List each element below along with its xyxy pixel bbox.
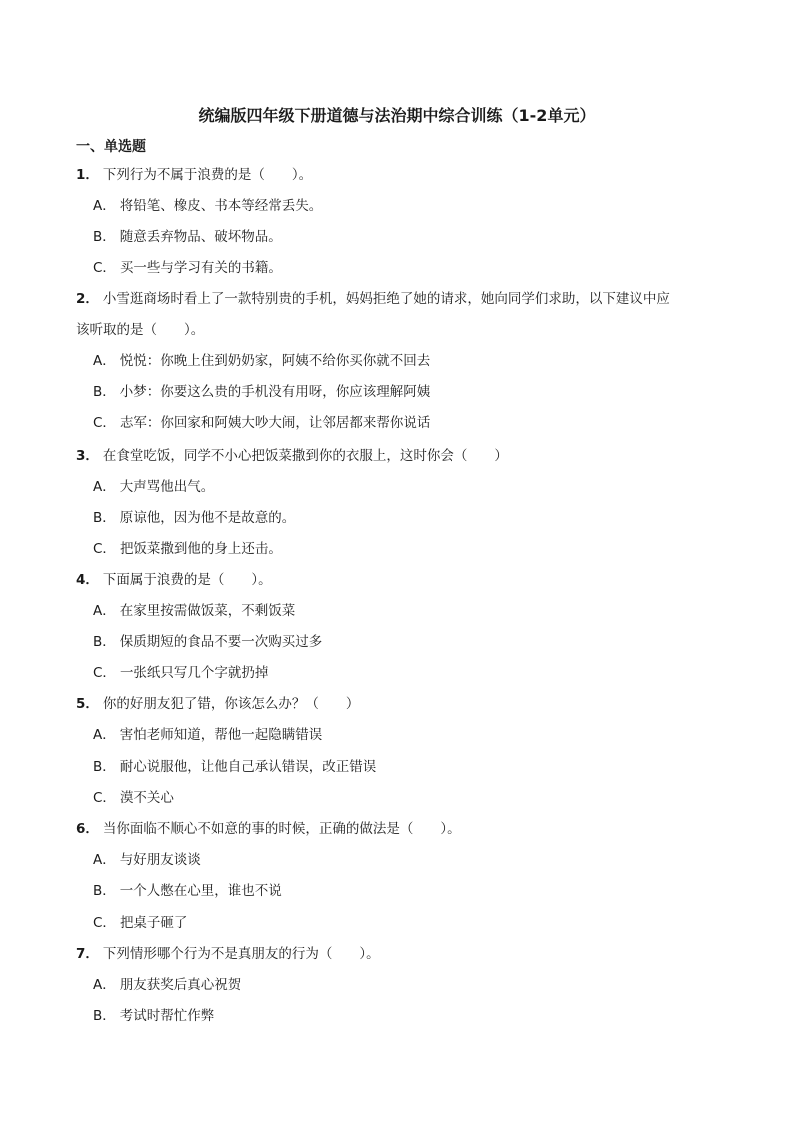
option-text: 考试时帮忙作弊 (119, 1008, 215, 1024)
option-5c (93, 788, 174, 808)
option-letter: B． (93, 759, 116, 775)
option-text: 耐心说服他，让他自己承认错误，改正错误 (119, 759, 377, 775)
option-text: 把桌子砸了 (119, 915, 188, 931)
question-number: 3． (76, 448, 99, 464)
option-6b (93, 881, 282, 901)
question-number: 4． (76, 572, 99, 588)
option-2b (93, 382, 430, 402)
question-1 (76, 165, 312, 185)
option-letter: B． (93, 510, 116, 526)
question-4 (76, 570, 272, 590)
option-letter: B． (93, 634, 116, 650)
option-1b (93, 227, 282, 247)
option-3c (93, 539, 282, 559)
option-3b (93, 508, 295, 528)
question-2-continued: 该听取的是（ ）。 (76, 322, 205, 338)
option-text: 大声骂他出气。 (119, 479, 215, 495)
question-text: 当你面临不顺心不如意的事的时候，正确的做法是（ ）。 (102, 821, 461, 837)
option-letter: A． (93, 479, 116, 495)
option-letter: A． (93, 852, 116, 868)
option-2c (93, 413, 430, 433)
option-5a (93, 725, 322, 745)
option-7b (93, 1006, 214, 1026)
option-letter: A． (93, 603, 116, 619)
question-7 (76, 944, 380, 964)
option-6a (93, 850, 201, 870)
option-letter: A． (93, 727, 116, 743)
option-text: 漠不关心 (119, 790, 174, 806)
document-title: 统编版四年级下册道德与法治期中综合训练（1-2单元） (198, 106, 596, 125)
option-letter: B． (93, 1008, 116, 1024)
option-letter: A． (93, 353, 116, 369)
option-text: 一张纸只写几个字就扔掉 (119, 665, 269, 681)
option-text: 将铅笔、橡皮、书本等经常丢失。 (119, 198, 323, 214)
option-text: 朋友获奖后真心祝贺 (119, 977, 242, 993)
option-letter: B． (93, 384, 116, 400)
option-text: 保质期短的食品不要一次购买过多 (119, 634, 323, 650)
option-letter: B． (93, 229, 116, 245)
option-text: 在家里按需做饭菜，不剩饭菜 (119, 603, 296, 619)
option-1a (93, 196, 322, 216)
question-number: 5． (76, 696, 99, 712)
question-5 (76, 694, 359, 714)
option-text: 原谅他，因为他不是故意的。 (119, 510, 296, 526)
option-text: 悦悦：你晚上住到奶奶家，阿姨不给你买你就不回去 (119, 353, 431, 369)
option-7a (93, 975, 241, 995)
option-letter: A． (93, 977, 116, 993)
option-letter: C． (93, 915, 116, 931)
question-6 (76, 819, 461, 839)
option-letter: C． (93, 541, 116, 557)
option-4a (93, 601, 295, 621)
question-text: 在食堂吃饭，同学不小心把饭菜撒到你的衣服上，这时你会（ ） (102, 448, 508, 464)
option-letter: C． (93, 260, 116, 276)
option-text: 小梦：你要这么贵的手机没有用呀，你应该理解阿姨 (119, 384, 431, 400)
question-number: 2． (76, 291, 99, 307)
option-letter: A． (93, 198, 116, 214)
option-2a (93, 351, 430, 371)
option-text: 害怕老师知道，帮他一起隐瞒错误 (119, 727, 323, 743)
question-text: 下列情形哪个行为不是真朋友的行为（ ）。 (102, 946, 380, 962)
question-number: 1． (76, 167, 99, 183)
option-letter: C． (93, 415, 116, 431)
option-5b (93, 757, 376, 777)
question-text: 小雪逛商场时看上了一款特别贵的手机，妈妈拒绝了她的请求，她向同学们求助，以下建议中应 (102, 291, 670, 307)
option-1c (93, 258, 282, 278)
question-number: 7． (76, 946, 99, 962)
question-number: 6． (76, 821, 99, 837)
option-text: 买一些与学习有关的书籍。 (119, 260, 282, 276)
option-text: 志军：你回家和阿姨大吵大闹，让邻居都来帮你说话 (119, 415, 431, 431)
section-heading: 一、单选题 (76, 139, 146, 155)
option-text: 与好朋友谈谈 (119, 852, 201, 868)
question-3 (76, 446, 508, 466)
question-2 (76, 289, 670, 309)
option-letter: B． (93, 883, 116, 899)
option-letter: C． (93, 665, 116, 681)
option-letter: C． (93, 790, 116, 806)
question-text: 下列行为不属于浪费的是（ ）。 (102, 167, 313, 183)
option-text: 随意丢弃物品、破坏物品。 (119, 229, 282, 245)
option-6c (93, 913, 187, 933)
question-text: 你的好朋友犯了错，你该怎么办？（ ） (102, 696, 360, 712)
option-3a (93, 477, 214, 497)
option-text: 把饭菜撒到他的身上还击。 (119, 541, 282, 557)
question-text: 下面属于浪费的是（ ）。 (102, 572, 272, 588)
option-text: 一个人憋在心里，谁也不说 (119, 883, 282, 899)
option-4b (93, 632, 322, 652)
option-4c (93, 663, 268, 683)
